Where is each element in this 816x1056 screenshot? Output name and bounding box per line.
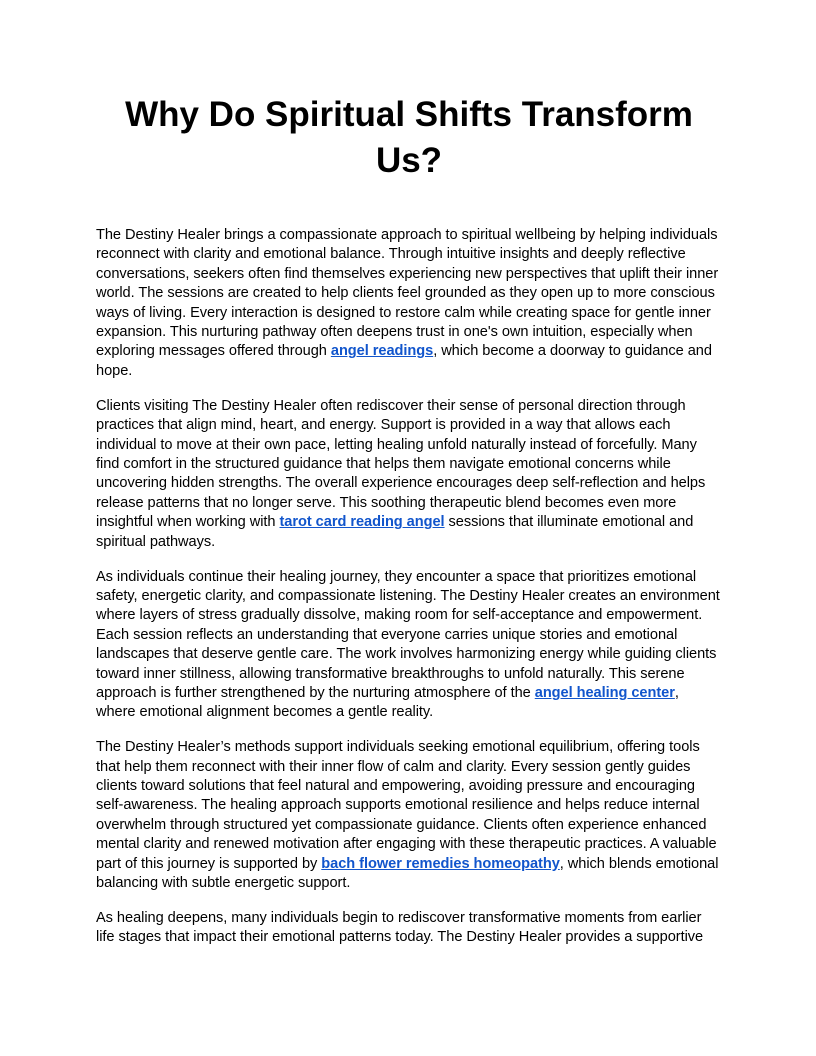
paragraph-text: , where emotional alignment becomes a gentle reality. [96,684,679,721]
document-page [96,92,722,963]
paragraph-text: , which blends emotional balancing with subtle energetic support. [96,855,719,892]
paragraph-4 [96,738,722,893]
angel-healing-center-link[interactable]: angel healing center [534,684,675,701]
paragraph-text: , which become a doorway to guidance and hope. [96,343,712,379]
paragraph-text: Clients visiting The Destiny Healer often rediscover their sense of personal direction through practices that align mind, heart, and energy. Support is provided in a way that allows each individual to move at their own pace, letting healing unfold naturally instead of forcefully. Many find comfort in the structured guidance that helps them navigate emotional concerns while uncovering hidden strengths. The overall experience encourages deep self-reflection and helps release patterns that no longer serve. This soothing therapeutic blend becomes even more insightful when working with [96,397,706,531]
paragraph-5 [96,909,722,948]
bach-flower-remedies-homeopathy-link[interactable]: bach flower remedies homeopathy [321,855,560,872]
paragraph-2 [96,397,722,552]
tarot-card-reading-angel-link[interactable]: tarot card reading angel [279,514,445,531]
paragraph-text: As individuals continue their healing journey, they encounter a space that prioritizes emotional safety, energetic clarity, and compassionate listening. The Destiny Healer creates an environment where layers of stress gradually dissolve, making room for self-acceptance and empowerment. Each session reflects an understanding that everyone carries unique stories and emotional landscapes that deserve gentle care. The work involves harmonizing energy while guiding clients toward inner stillness, allowing transformative breakthroughs to unfold naturally. This serene approach is further strengthened by the nurturing atmosphere of the [96,568,720,701]
paragraph-text: The Destiny Healer’s methods support individuals seeking emotional equilibrium, offering tools that help them reconnect with their inner flow of calm and clarity. Every session gently guides clients toward solutions that feel natural and empowering, avoiding pressure and encouraging self-awareness. The healing approach supports emotional resilience and helps reduce internal overwhelm through structured yet compassionate guidance. Clients often experience enhanced mental clarity and renewed motivation after engaging with these therapeutic practices. A valuable part of this journey is supported by [96,739,717,872]
paragraph-3 [96,568,722,723]
paragraph-text: The Destiny Healer brings a compassionate approach to spiritual wellbeing by helping individuals reconnect with clarity and emotional balance. Through intuitive insights and deeply reflective conversations, seekers often find themselves experiencing new perspectives that uplift their inner world. The sessions are created to help clients feel grounded as they open up to more conscious ways of living. Every interaction is designed to restore calm while creating space for gentle inner expansion. This nurturing pathway often deepens trust in one's own intuition, especially when exploring messages offered through [96,227,719,360]
angel-readings-link[interactable]: angel readings [330,343,434,360]
paragraph-text: As healing deepens, many individuals begin to rediscover transformative moments from earlier life stages that impact their emotional patterns today. The Destiny Healer provides a supportive [96,910,704,946]
paragraph-1 [96,226,722,381]
paragraph-text: sessions that illuminate emotional and spiritual pathways. [96,514,694,550]
page-title: Why Do Spiritual Shifts Transform Us? [125,95,693,180]
